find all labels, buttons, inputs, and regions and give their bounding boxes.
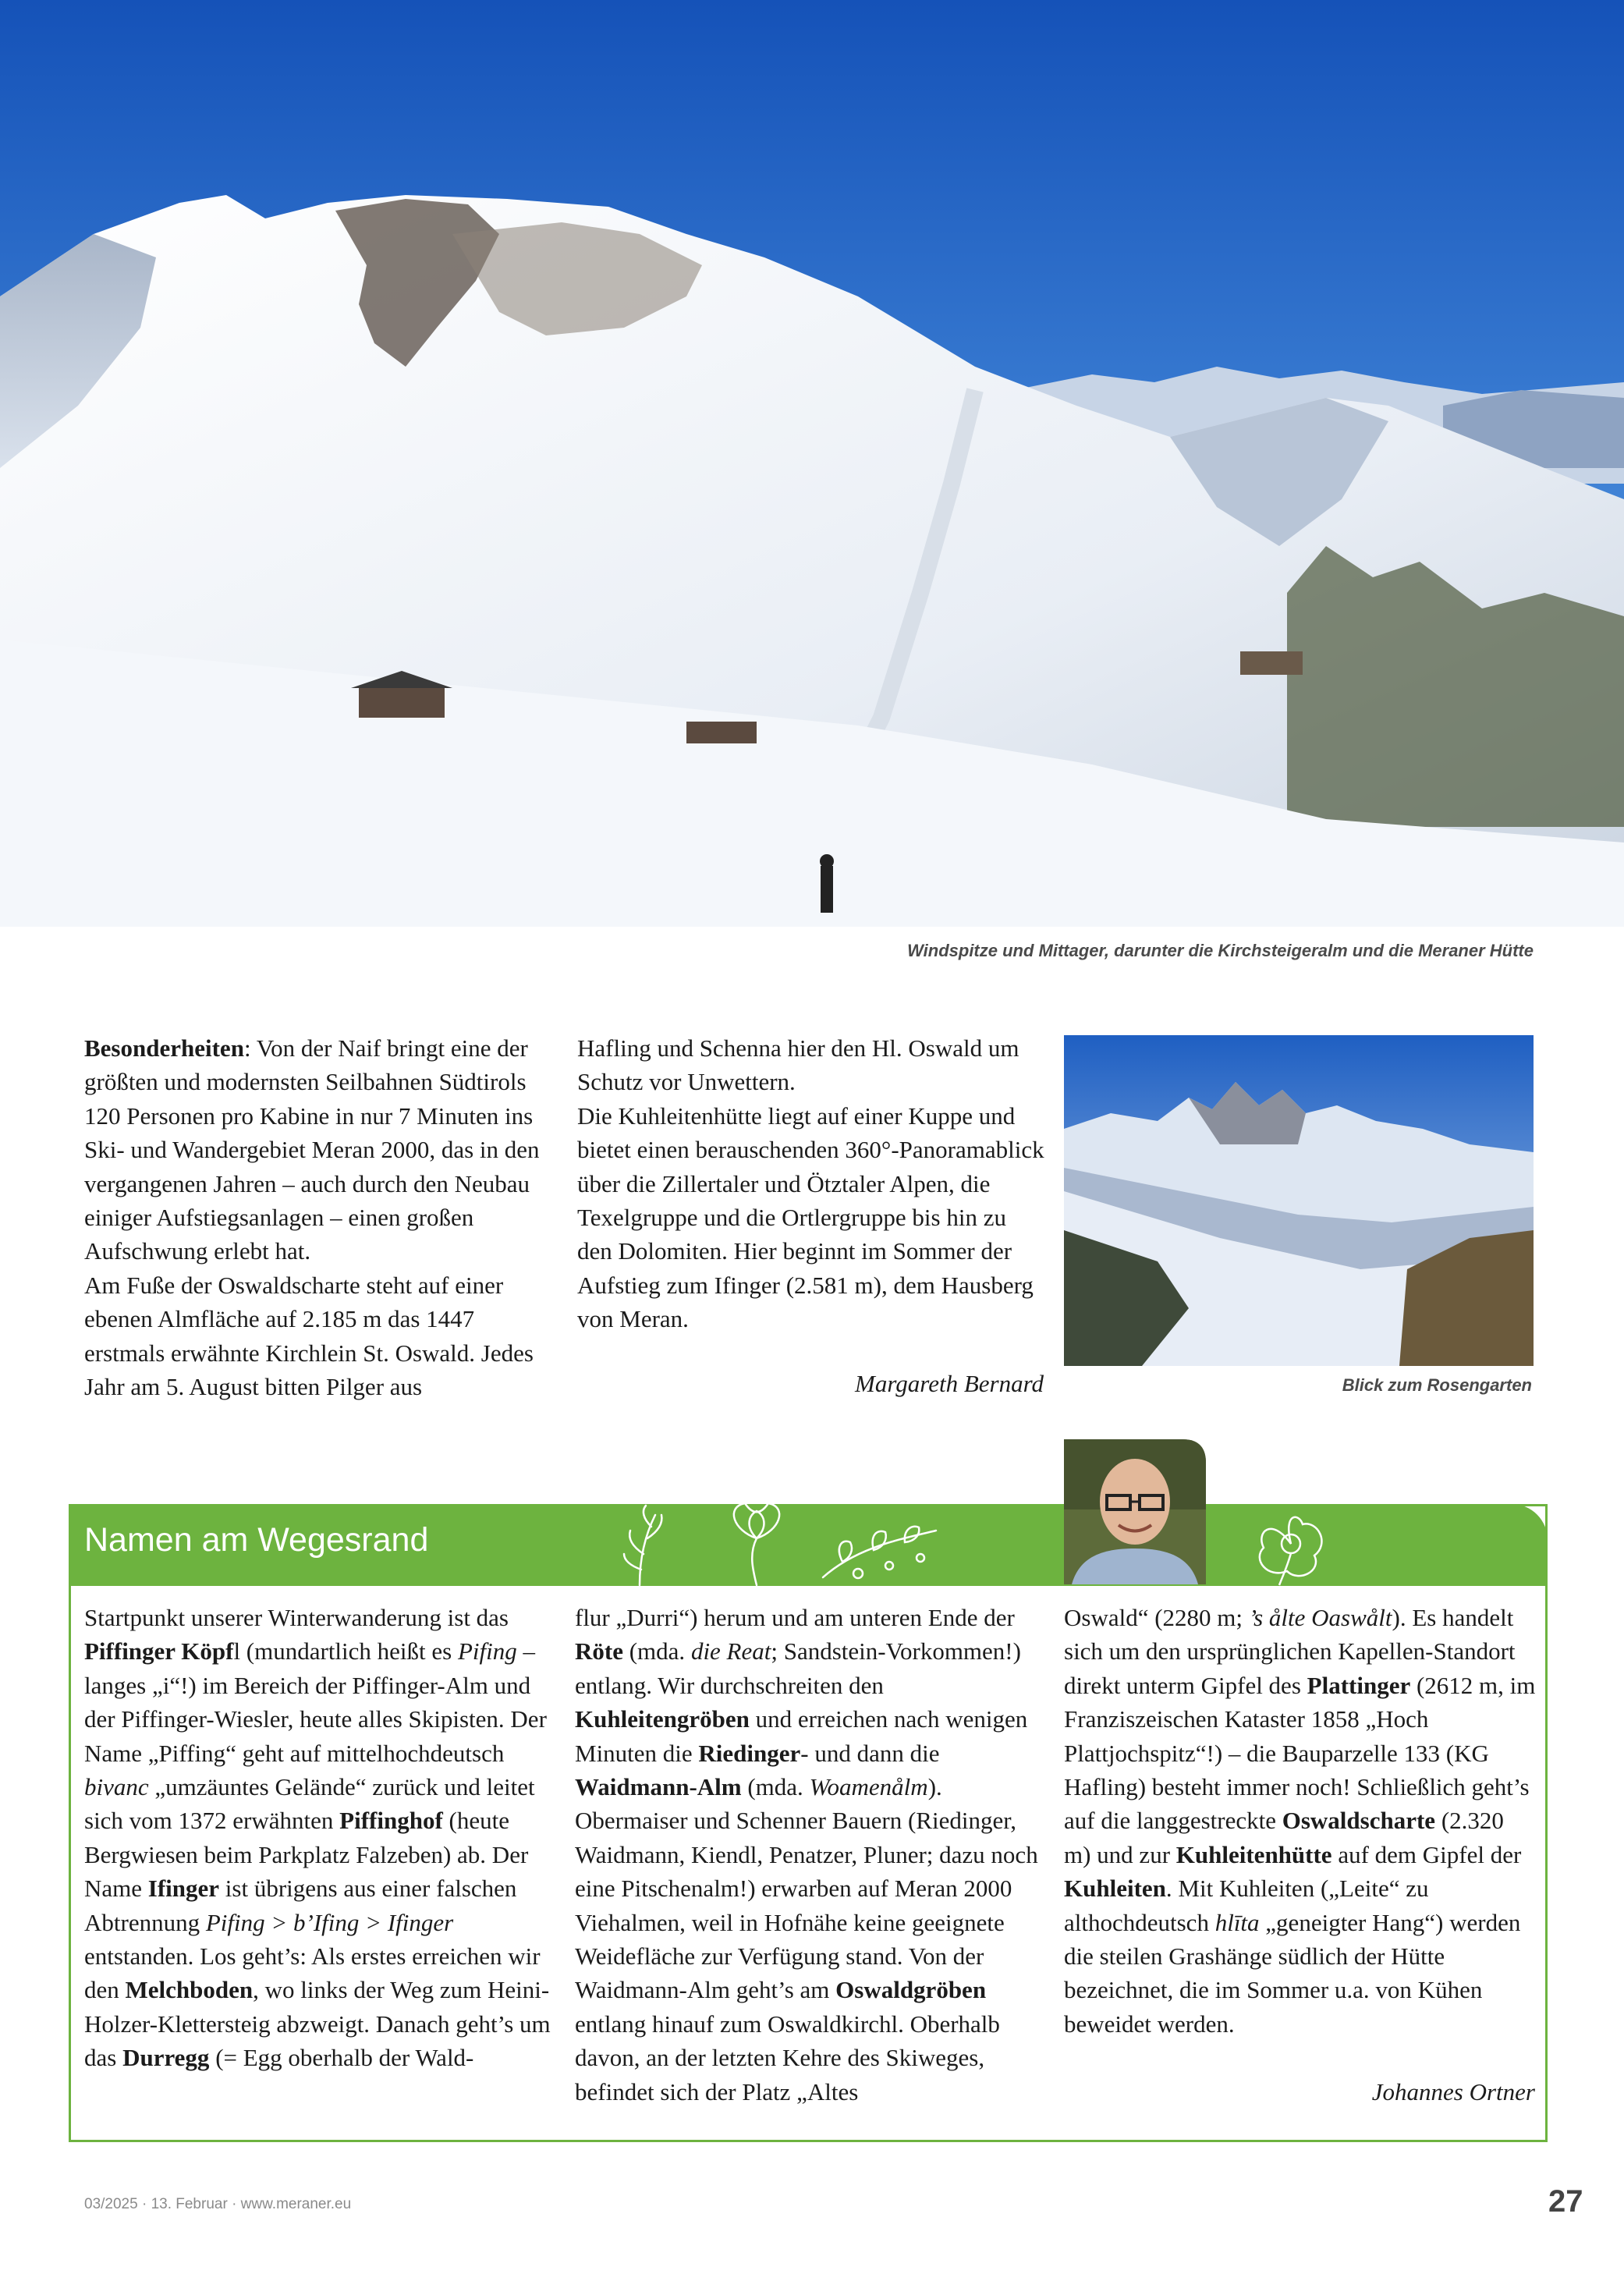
bold-term: Waidmann-Alm — [575, 1773, 742, 1801]
author-portrait-photo — [1064, 1439, 1206, 1584]
bold-term: Riedinger — [698, 1739, 801, 1767]
bold-term: Plattinger — [1307, 1671, 1411, 1699]
italic-term: Woamenålm — [809, 1773, 928, 1801]
bold-term: Durregg — [122, 2044, 210, 2072]
floral-decoration-icon — [608, 1499, 983, 1593]
italic-term: bivanc — [84, 1773, 149, 1801]
bold-term: Kuhleitenhütte — [1175, 1840, 1332, 1868]
bold-term: Röte — [575, 1637, 623, 1666]
namen-column-3: Oswald“ (2280 m; ’s ålte Oaswålt). Es handelt sich um den ursprünglichen Kapellen-Standort direkt unterm Gipfel des Plattinger (2612 m, im Franziszeischen Kataster 1858 „Hoch Plattjochspitz“!) – die Bauparzelle 133 (KG Hafling) besteht immer noch! Schließlich geht’s auf die langgestreckte Oswaldscharte (2.320 m) und zur Kuhleitenhütte auf dem Gipfel der Kuhleiten. Mit Kuhleiten („Leite“ zu althochdeutsch hlīta „geneigter Hang“) werden die steilen Grashänge südlich der Hütte bezeichnet, die im Sommer u.a. von Kühen beweidet werden. — [1064, 1604, 1536, 2038]
rosengarten-photo — [1064, 1035, 1534, 1366]
article-column-1: Besonderheiten: Von der Naif bringt eine der größten und modernsten Seilbahnen Südtirols 120 Personen pro Kabine in nur 7 Minuten ins Ski- und Wandergebiet Meran 2000, das in den vergangenen Jahren – auch durch den Neubau einiger Aufstiegsanlagen – einen großen Aufschwung erlebt hat. Am Fuße der Oswaldscharte steht auf einer ebenen Almfläche auf 2.185 m das 1447 erstmals erwähnte Kirchlein St. Oswald. Jedes Jahr am 5. August bitten Pilger aus — [84, 1034, 540, 1401]
hero-photo-mountains — [0, 0, 1624, 927]
italic-term: hlīta — [1214, 1908, 1260, 1936]
bold-term: Kuhleiten — [1064, 1875, 1166, 1903]
bold-term: Oswaldscharte — [1282, 1807, 1436, 1835]
page-number: 27 — [1548, 2184, 1583, 2219]
article-author: Margareth Bernard — [855, 1370, 1044, 1397]
footer-issue-info: 03/2025 · 13. Februar · www.meraner.eu — [84, 2196, 352, 2212]
italic-term: Pifing — [457, 1637, 517, 1666]
namen-column-2: flur „Durri“) herum und am unteren Ende der Röte (mda. die Reat; Sandstein-Vorkommen!) entlang. Wir durchschreiten den Kuhleitengröben und erreichen nach wenigen Minuten die Riedinger- und dann die Waidmann-Alm (mda. Woamenålm). Obermaiser und Schenner Bauern (Riedinger, Waidmann, Kiendl, Penatzer, Pluner; dazu noch eine Pitschenalm!) erwarben auf Meran 2000 Viehalmen, weil in Hofnähe keine geeignete Weidefläche zur Verfügung stand. Von der Waidmann-Alm geht’s am Oswaldgröben entlang hinauf zum Oswaldkirchl. Oberhalb davon, an der letzten Kehre des Skiweges, befindet sich der Platz „Altes — [575, 1604, 1038, 2105]
namen-title: Namen am Wegesrand — [84, 1521, 429, 1559]
bold-term: Oswaldgröben — [835, 1976, 987, 2004]
hero-caption: Windspitze und Mittager, darunter die Kirchsteigeralm und die Meraner Hütte — [907, 941, 1534, 960]
namen-column-1: Startpunkt unserer Winterwanderung ist das Piffinger Köpfl (mundartlich heißt es Pifing – langes „i“!) im Bereich der Piffinger-Alm und der Piffinger-Wiesler, heute alles Skipisten. Der Name „Piffing“ geht auf mittelhochdeutsch bivanc „umzäuntes Gelände“ zurück und leitet sich vom 1372 erwähnten Piffinghof (heute Bergwiesen beim Parkplatz Falzeben) ab. Der Name Ifinger ist übrigens aus einer falschen Abtrennung Pifing > b’Ifing > Ifinger entstanden. Los geht’s: Als erstes erreichen wir den Melchboden, wo links der Weg zum Heini-Holzer-Klettersteig abzweigt. Danach geht’s um das Durregg (= Egg oberhalb der Wald- — [84, 1604, 551, 2072]
bold-term: Piffinghof — [339, 1807, 443, 1835]
bold-term: Ifinger — [147, 1875, 220, 1903]
bold-term: Piffinger Köpf — [84, 1637, 234, 1666]
namen-author: Johannes Ortner — [1371, 2078, 1535, 2105]
bold-term: Kuhleitengröben — [575, 1705, 750, 1733]
article-column-2: Hafling und Schenna hier den Hl. Oswald um Schutz vor Unwettern. Die Kuhleitenhütte liegt auf einer Kuppe und bietet einen berauschenden 360°-Panoramablick über die Zillertaler und Ötztaler Alpen, die Texelgruppe und die Ortlergruppe bis hin zu den Dolomiten. Hier beginnt im Sommer der Aufstieg zum Ifinger (2.581 m), dem Hausberg von Meran. — [577, 1034, 1044, 1333]
italic-term: ’s ålte Oaswålt — [1248, 1604, 1392, 1631]
bold-term: Besonderheiten — [84, 1034, 244, 1062]
bold-term: Melchboden — [125, 1976, 254, 2004]
poppy-flower-icon — [1248, 1501, 1334, 1587]
italic-term: die Reat — [690, 1637, 771, 1666]
italic-term: Pifing > b’Ifing > Ifinger — [205, 1908, 454, 1936]
rosengarten-caption: Blick zum Rosengarten — [1342, 1375, 1532, 1395]
